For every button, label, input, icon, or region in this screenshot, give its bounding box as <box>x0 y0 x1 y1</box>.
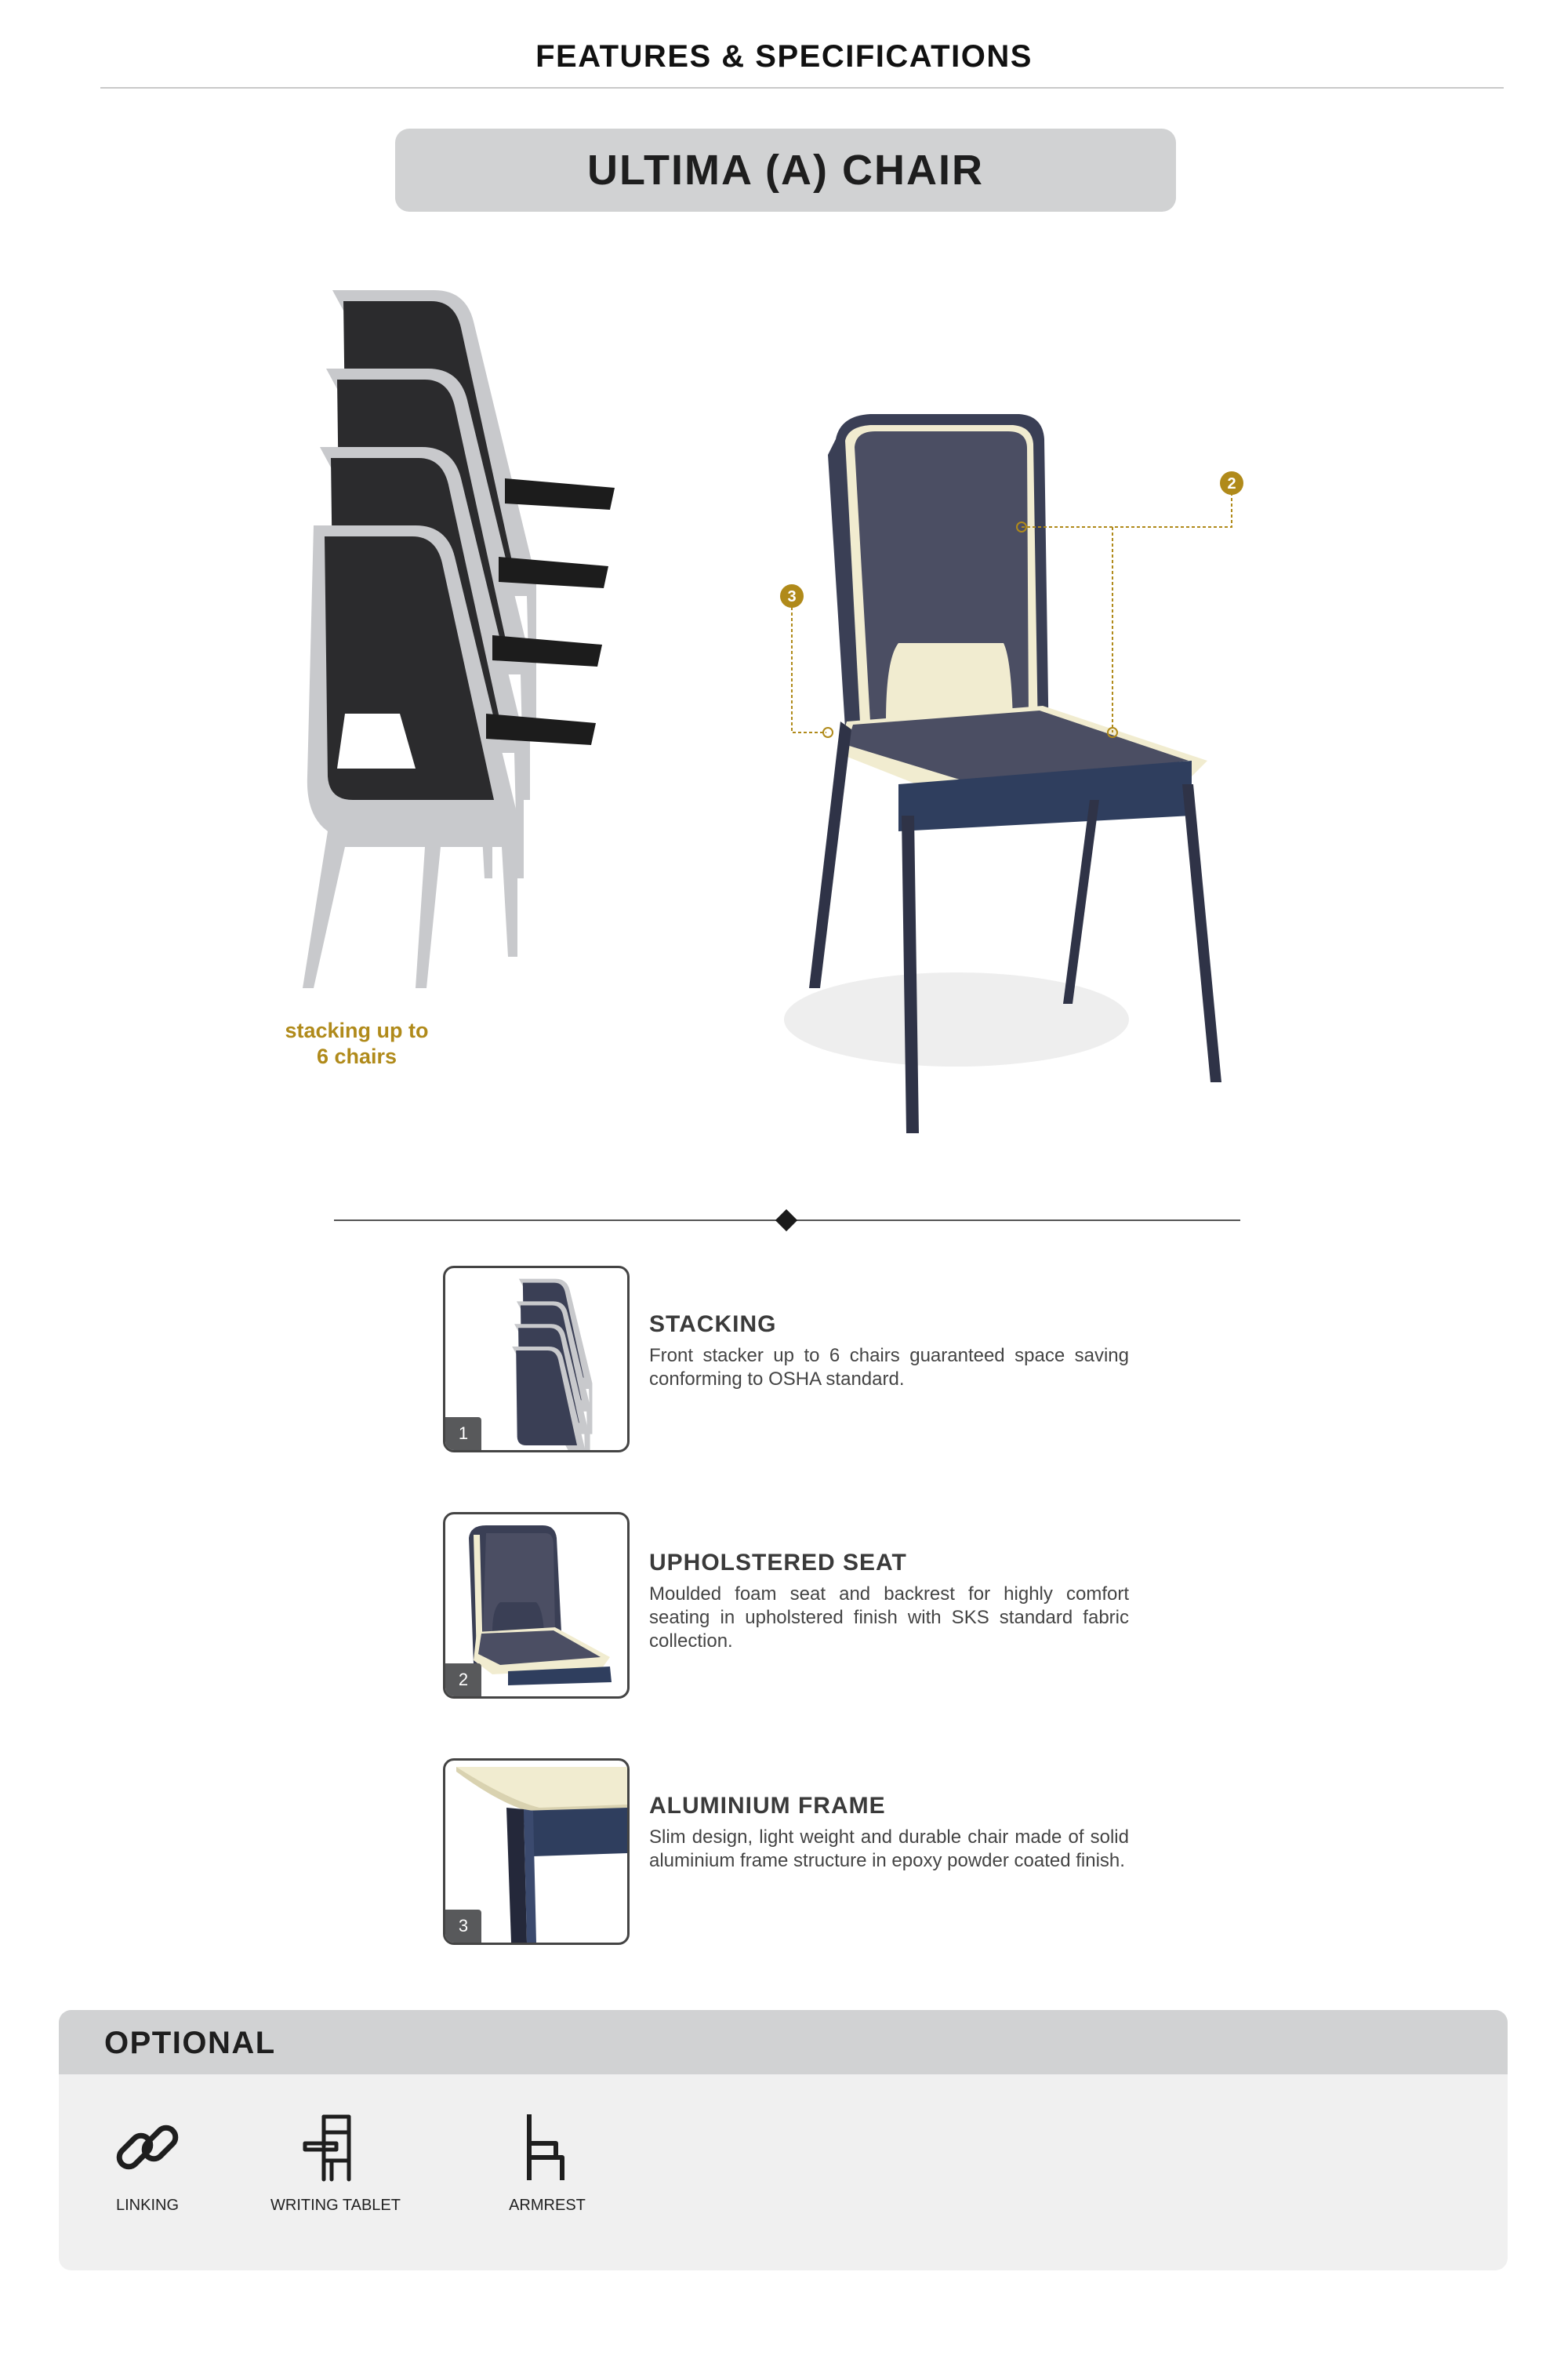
divider-diamond <box>775 1209 797 1231</box>
optional-label-armrest: ARMREST <box>509 2197 586 2214</box>
feature-thumbnail-upholstered-seat <box>443 1512 630 1699</box>
feature-upholstered-seat <box>649 1550 1129 1653</box>
callout-2-leader <box>1022 494 1232 732</box>
product-name: ULTIMA (A) CHAIR <box>587 147 984 194</box>
writing-tablet-icon <box>300 2112 371 2183</box>
product-name-banner <box>395 129 1176 212</box>
title-divider <box>100 87 1504 89</box>
page-title: FEATURES & SPECIFICATIONS <box>535 39 1033 74</box>
stacked-chair-1 <box>303 525 596 988</box>
chair-illustration <box>753 408 1270 1153</box>
optional-label-writing-tablet: WRITING TABLET <box>270 2197 401 2214</box>
feature-description: Front stacker up to 6 chairs guaranteed space saving conforming to OSHA standard. <box>649 1345 1129 1390</box>
feature-aluminium-frame <box>649 1793 1129 1873</box>
optional-panel <box>59 2010 1508 2270</box>
callout-2-number: 2 <box>1227 475 1236 493</box>
chair-back-leg-right <box>1063 800 1099 1004</box>
stacked-chairs-illustration <box>259 282 651 1004</box>
stacking-caption-line-2: 6 chairs <box>316 1045 397 1068</box>
callout-3-leader <box>792 607 826 732</box>
chair-shadow <box>784 972 1129 1067</box>
chair-back-leg-left <box>809 722 851 988</box>
armrest-icon <box>512 2112 583 2183</box>
feature-thumbnail-stacking <box>443 1266 630 1452</box>
optional-header <box>59 2010 1508 2074</box>
chair-front-leg-right <box>1182 784 1221 1082</box>
link-icon <box>112 2112 183 2183</box>
feature-number-badge: 2 <box>445 1663 481 1696</box>
callout-3-number: 3 <box>787 588 797 605</box>
optional-title: OPTIONAL <box>104 2026 276 2060</box>
feature-title: UPHOLSTERED SEAT <box>649 1550 907 1576</box>
feature-thumbnail-aluminium-frame <box>443 1758 630 1945</box>
feature-description: Slim design, light weight and durable chair made of solid aluminium frame structure in epoxy powder coated finish. <box>649 1826 1129 1871</box>
feature-stacking <box>649 1311 1129 1391</box>
feature-number-badge: 1 <box>445 1417 481 1450</box>
feature-description: Moulded foam seat and backrest for highly comfort seating in upholstered finish with SKS standard fabric collection. <box>649 1583 1129 1652</box>
feature-title: STACKING <box>649 1311 777 1337</box>
feature-number-badge: 3 <box>445 1910 481 1943</box>
stacking-caption-line-1: stacking up to <box>285 1019 429 1042</box>
callout-3-point <box>823 728 833 737</box>
stacking-caption <box>259 1018 455 1070</box>
optional-label-linking: LINKING <box>115 2197 180 2214</box>
chair-front-leg-left <box>902 816 919 1133</box>
feature-title: ALUMINIUM FRAME <box>649 1793 886 1819</box>
